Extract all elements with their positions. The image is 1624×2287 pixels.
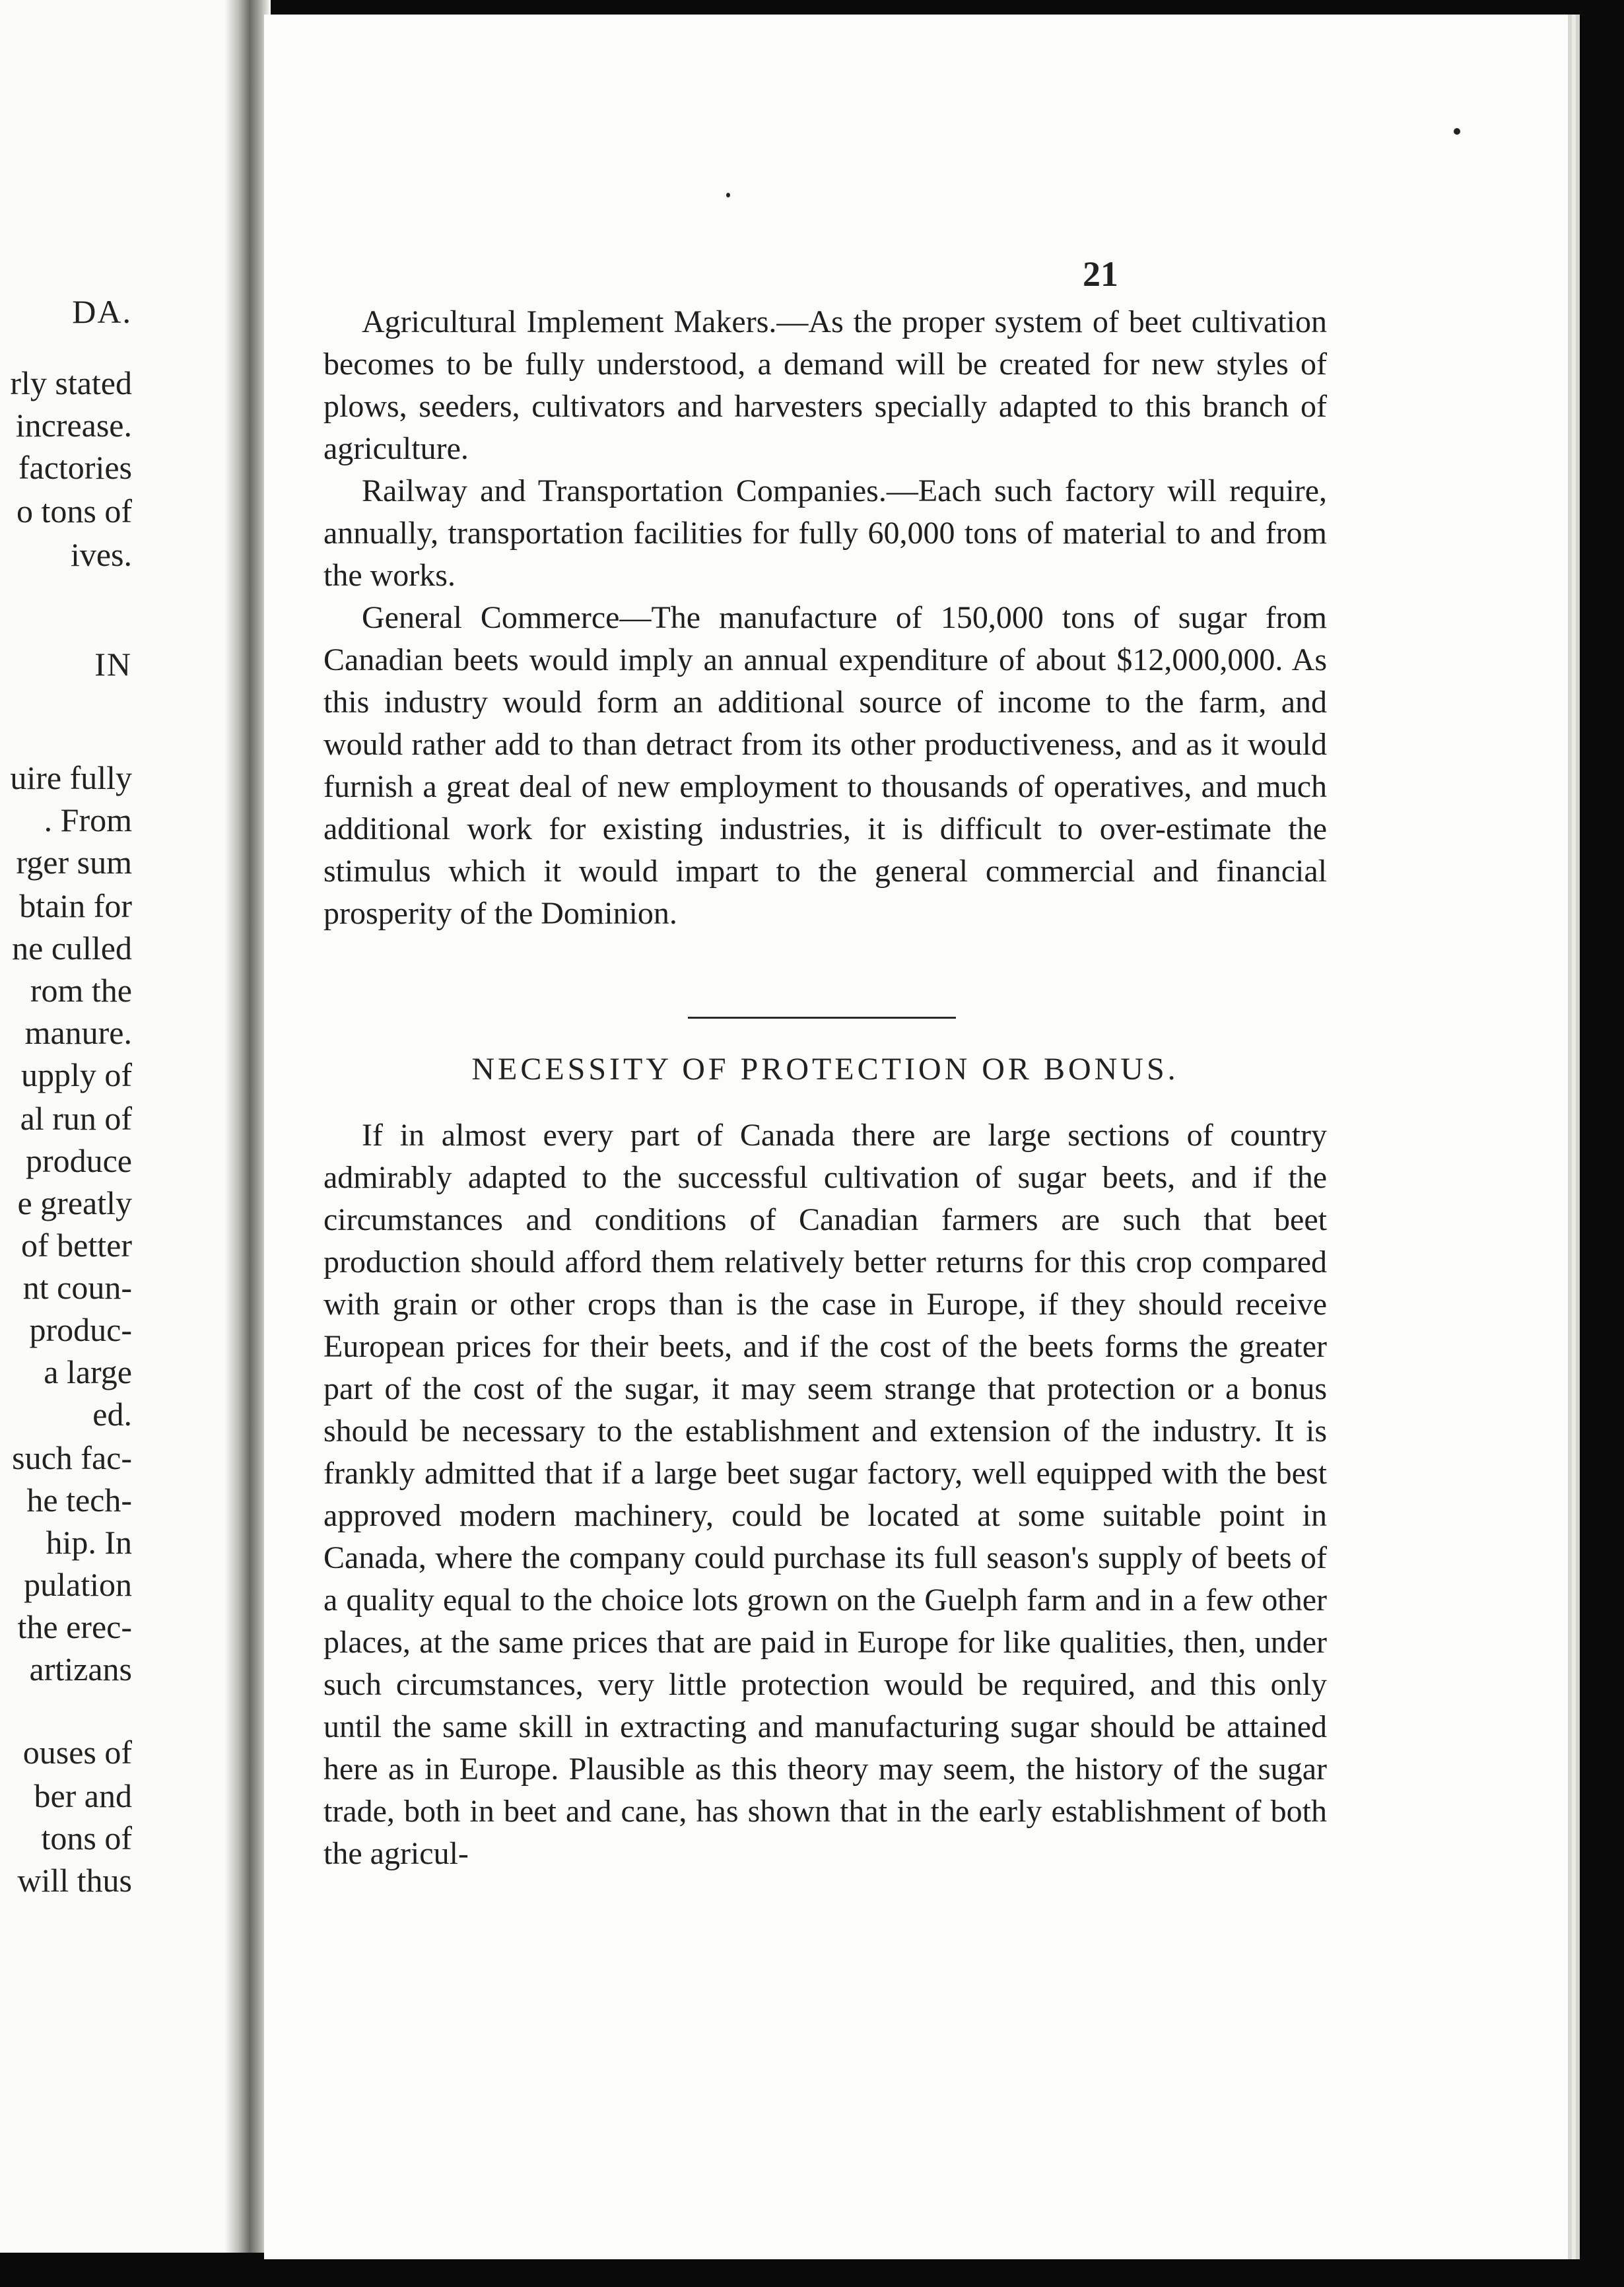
section-divider	[688, 1017, 956, 1019]
paragraph-protection: If in almost every part of Canada there are large sections of country admirably adapted to the successful cultivation of sugar beets, and if the circumstances and conditions of Canadian farmers are such that beet production should afford them relatively better returns for this crop compared with grain or other crops than is the case in Europe, if they should receive European prices for their beets, and if the cost of the beets forms the greater part of the cost of the sugar, it may seem strange that protection or a bonus should be necessary to the establishment and extension of the industry. It is frankly admitted that if a large beet sugar factory, well equipped with the best approved modern machinery, could be located at some suitable point in Canada, where the company could purchase its full season's supply of beets of a quality equal to the choice lots grown on the Guelph farm and in a few other places, at the same prices that are paid in Europe for like qualities, then, under such circumstances, very little protection would be required, and this only until the same skill in extracting and manufacturing sugar should be attained here as in Europe. Plausible as this theory may seem, the history of the sugar trade, both in beet and cane, has shown that in the early establishment of both the agricul-	[323, 1118, 1327, 1871]
paragraph-general-commerce	[323, 597, 1327, 935]
paragraph-implement-makers	[323, 301, 1327, 470]
protection-section	[323, 1114, 1327, 1875]
paragraph-text: —Each such factory will require, annually, transportation facilities for fully 60,000 tons of material to and from the works.	[323, 473, 1327, 593]
facing-page-line-fragment: will thus	[17, 1862, 132, 1899]
facing-page-line-fragment: upply of	[20, 1056, 132, 1093]
facing-page-line-fragment: he tech-	[26, 1482, 132, 1519]
facing-page-line-fragment: a large	[44, 1353, 132, 1390]
facing-page-line-fragment: produc-	[29, 1311, 132, 1348]
facing-page-line-fragment: al run of	[20, 1100, 132, 1137]
run-in-heading: General Commerce	[362, 600, 620, 635]
facing-page-line-fragment: ives.	[70, 536, 132, 573]
facing-page-line-fragment: IN	[94, 646, 132, 683]
facing-page-line-fragment: e greatly	[17, 1184, 132, 1221]
section-heading: NECESSITY OF PROTECTION OR BONUS.	[471, 1052, 1179, 1087]
facing-page-line-fragment: ber and	[34, 1777, 132, 1814]
facing-page-line-fragment: increase.	[15, 407, 132, 444]
run-in-heading: Railway and Transportation Companies.	[362, 473, 887, 508]
top-paragraphs	[323, 301, 1327, 935]
facing-page-line-fragment: produce	[25, 1142, 132, 1179]
paragraph-text: —The manufacture of 150,000 tons of sugar from Canadian beets would imply an annual expenditure of about $12,000,000. As this industry would form an additional source of income to the farm, and would rather add to than detract from its other productiveness, and as it would furnish a great deal of new employment to thousands of operatives, and much additional work for existing industries, it is difficult to over-estimate the stimulus which it would impart to the general commercial and financial prosperity of the Dominion.	[323, 600, 1328, 931]
facing-page-line-fragment: . From	[44, 802, 132, 838]
paragraph-text: —As the proper system of beet cultivation becomes to be fully understood, a demand will be created for new styles of plows, seeders, cultivators and harvesters specially adapted to this branch of agriculture.	[323, 304, 1327, 466]
facing-page-line-fragment: uire fully	[10, 759, 132, 796]
facing-page	[0, 0, 232, 2253]
facing-page-line-fragment: rger sum	[16, 844, 132, 881]
facing-page-line-fragment: ouses of	[22, 1734, 132, 1771]
facing-page-line-fragment: rly stated	[10, 364, 132, 401]
facing-page-line-fragment: o tons of	[17, 493, 132, 529]
facing-page-line-fragment: manure.	[24, 1014, 132, 1051]
page-number: 21	[1083, 254, 1118, 294]
facing-page-line-fragment: the erec-	[17, 1608, 132, 1645]
facing-page-line-fragment: DA.	[72, 293, 132, 330]
ink-speck	[1454, 128, 1460, 135]
facing-page-line-fragment: tons of	[41, 1820, 132, 1857]
facing-page-line-fragment: nt coun-	[22, 1269, 132, 1306]
paragraph-railway	[323, 470, 1327, 597]
facing-page-line-fragment: pulation	[24, 1566, 132, 1603]
facing-page-line-fragment: ne culled	[12, 930, 132, 967]
facing-page-line-fragment: ed.	[92, 1396, 132, 1433]
facing-page-line-fragment: rom the	[30, 972, 132, 1009]
ink-speck	[726, 193, 730, 197]
run-in-heading: Agricultural Implement Makers.	[362, 304, 777, 339]
facing-page-line-fragment: such fac-	[12, 1439, 132, 1476]
facing-page-line-fragment: of better	[21, 1227, 132, 1264]
facing-page-line-fragment: artizans	[29, 1651, 132, 1688]
facing-page-line-fragment: btain for	[19, 887, 132, 924]
facing-page-line-fragment: factories	[18, 449, 132, 486]
facing-page-line-fragment: hip. In	[46, 1524, 132, 1561]
